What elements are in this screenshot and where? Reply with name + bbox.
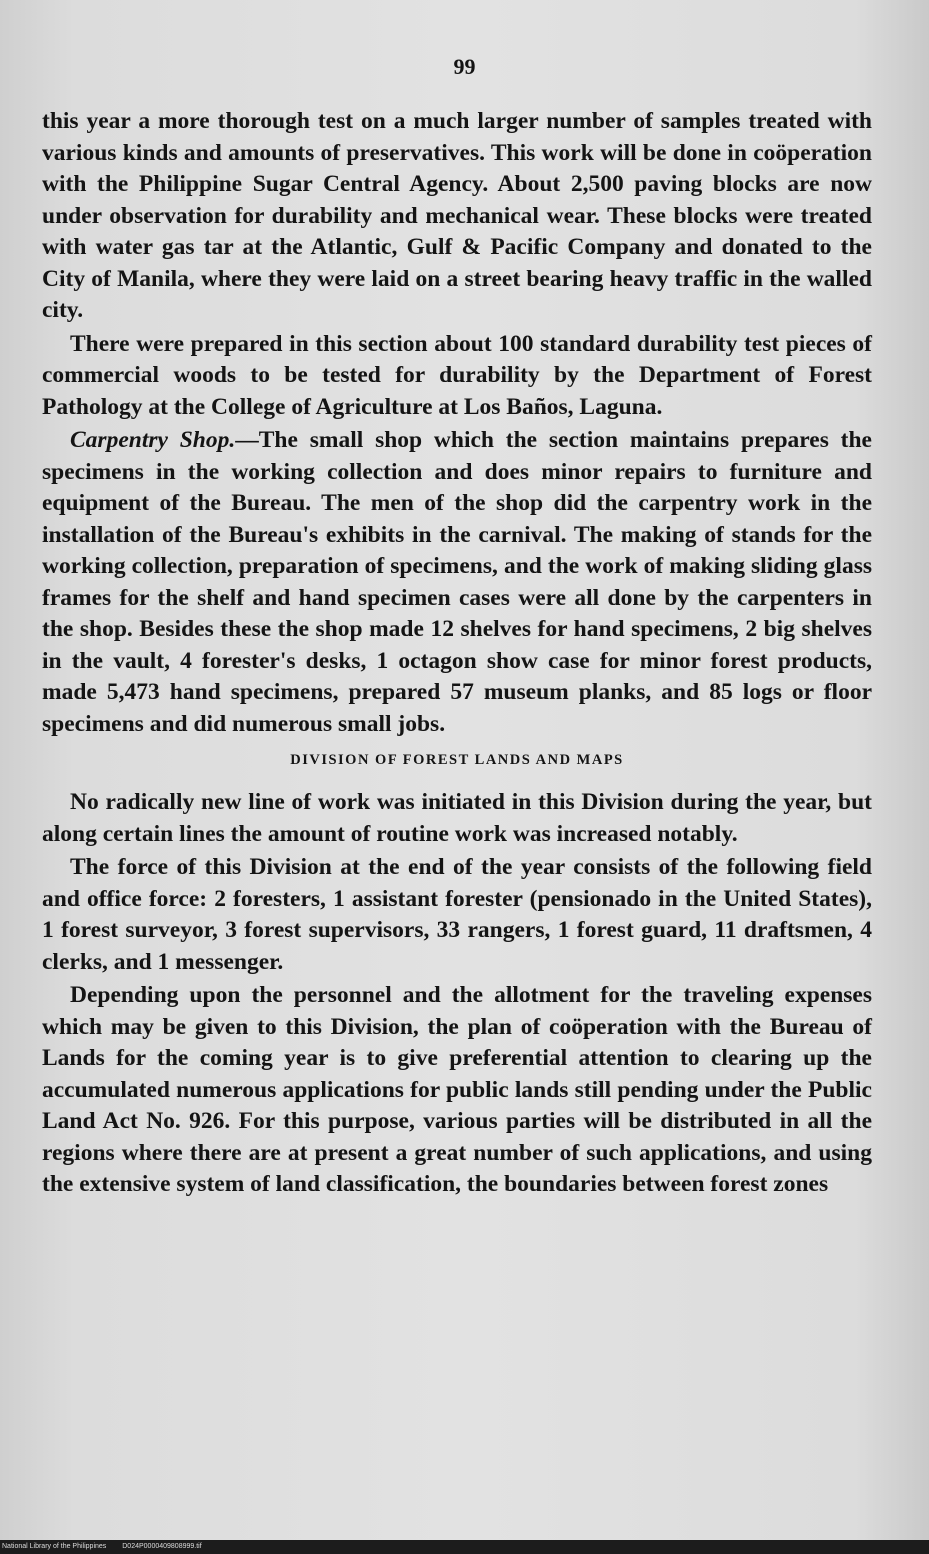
paragraph (42, 329, 872, 424)
section-heading: DIVISION OF FOREST LANDS AND MAPS (290, 752, 624, 768)
paragraph (42, 425, 872, 740)
paragraph (42, 787, 872, 850)
paragraph (42, 106, 872, 327)
paragraph-text: No radically new line of work was initiated in this Division during the year, but along certain lines the amount of routine work was increased notably. (42, 789, 872, 847)
run-in-heading: Carpentry Shop. (70, 427, 236, 453)
paragraph-text: —The small shop which the section maintains prepares the specimens in the working collection and does minor repairs to furniture and equipment of the Bureau. The men of the shop did the carpentry work in the installation of the Bureau's exhibits in the carnival. The making of stands for the working collection, preparation of specimens, and the work of making sliding glass frames for the shelf and hand specimen cases were all done by the carpenters in the shop. Besides these the shop made 12 shelves for hand specimens, 2 big shelves in the vault, 4 forester's desks, 1 octagon show case for minor forest products, made 5,473 hand specimens, prepared 57 museum planks, and 85 logs or floor specimens and did numerous small jobs. (42, 427, 872, 737)
scan-footer (0, 1540, 929, 1554)
paragraph-text: The force of this Division at the end of the year consists of the following field and office force: 2 foresters, 1 assistant forester (pensionado in the United States), 1 forest surveyor, 3 forest supervisors, 33 rangers, 1 forest guard, 11 draftsmen, 4 clerks, and 1 messenger. (42, 854, 872, 975)
footer-library: National Library of the Philippines (2, 1543, 107, 1550)
paragraph (42, 852, 872, 978)
paragraph-text: Depending upon the personnel and the allotment for the traveling expenses which may be given to this Division, the plan of coöperation with the Bureau of Lands for the coming year is to give preferential attention to clearing up the accumulated numerous applications for public lands still pending under the Public Land Act No. 926. For this purpose, various parties will be distributed in all the regions where there are at present a great number of such applications, and using the extensive system of land classification, the boundaries between forest zones (42, 982, 872, 1197)
page-number: 99 (453, 54, 476, 79)
body-text (42, 106, 872, 1203)
paragraph-text: this year a more thorough test on a much larger number of samples treated with various kinds and amounts of preservatives. This work will be done in coöperation with the Philippine Sugar Central Agency. About 2,500 paving blocks are now under observation for durability and mechanical wear. These blocks were treated with water gas tar at the Atlantic, Gulf & Pacific Company and donated to the City of Manila, where they were laid on a street bearing heavy traffic in the walled city. (42, 108, 872, 323)
paragraph (42, 980, 872, 1201)
paragraph-text: There were prepared in this section about 100 standard durability test pieces of commercial woods to be tested for durability by the Department of Forest Pathology at the College of Agriculture at Los Baños, Laguna. (42, 330, 872, 420)
footer-code: D024P0000409808999.tif (122, 1543, 202, 1550)
